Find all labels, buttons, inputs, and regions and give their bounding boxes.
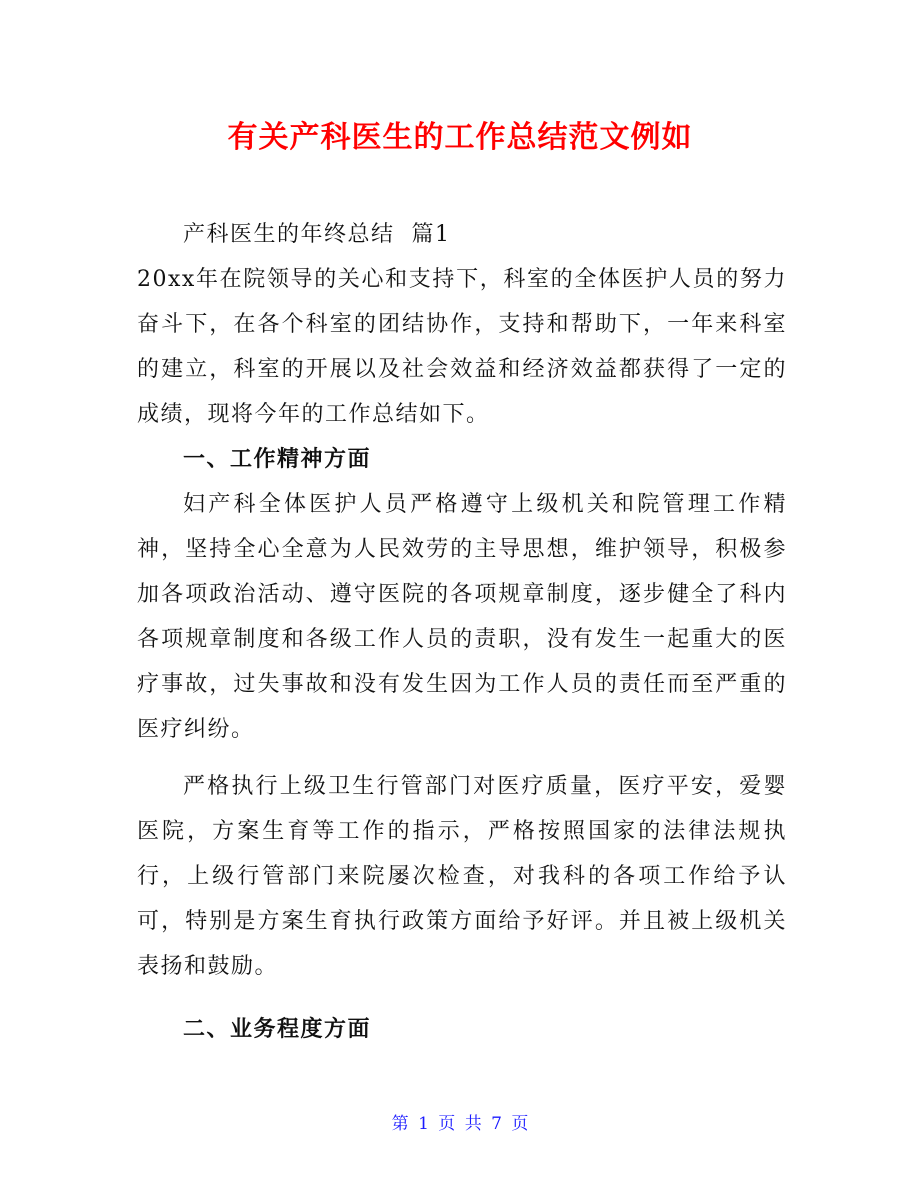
heading-professional-level: 二、业务程度方面 <box>183 1016 372 1042</box>
paragraph-quality-safety: 严格执行上级卫生行管部门对医疗质量，医疗平安，爱婴医院，方案生育等工作的指示，严格按照国家的法律法规执行，上级行管部门来院屡次检查，对我科的各项工作给予认可，特别是方案生育执行政策方面给予好评。并且被上级机关表扬和鼓励。 <box>137 774 787 979</box>
page-indicator: 第 1 页 共 7 页 <box>391 1114 529 1134</box>
paragraph-work-spirit: 妇产科全体医护人员严格遵守上级机关和院管理工作精神，坚持全心全意为人民效劳的主导思想，维护领导，积极参加各项政治活动、遵守医院的各项规章制度，逐步健全了科内各项规章制度和各级工作人员的责职，没有发生一起重大的医疗事故，过失事故和没有发生因为工作人员的责任而至严重的医疗纠纷。 <box>137 492 787 742</box>
document-body <box>137 212 787 1052</box>
section-label: 产科医生的年终总结 篇1 <box>183 222 451 247</box>
heading-work-spirit: 一、工作精神方面 <box>183 446 372 472</box>
document-title: 有关产科医生的工作总结范文例如 <box>227 120 693 155</box>
intro-paragraph: 20xx年在院领导的关心和支持下，科室的全体医护人员的努力奋斗下，在各个科室的团结协作，支持和帮助下，一年来科室的建立，科室的开展以及社会效益和经济效益都获得了一定的成绩，现将今年的工作总结如下。 <box>137 267 787 427</box>
